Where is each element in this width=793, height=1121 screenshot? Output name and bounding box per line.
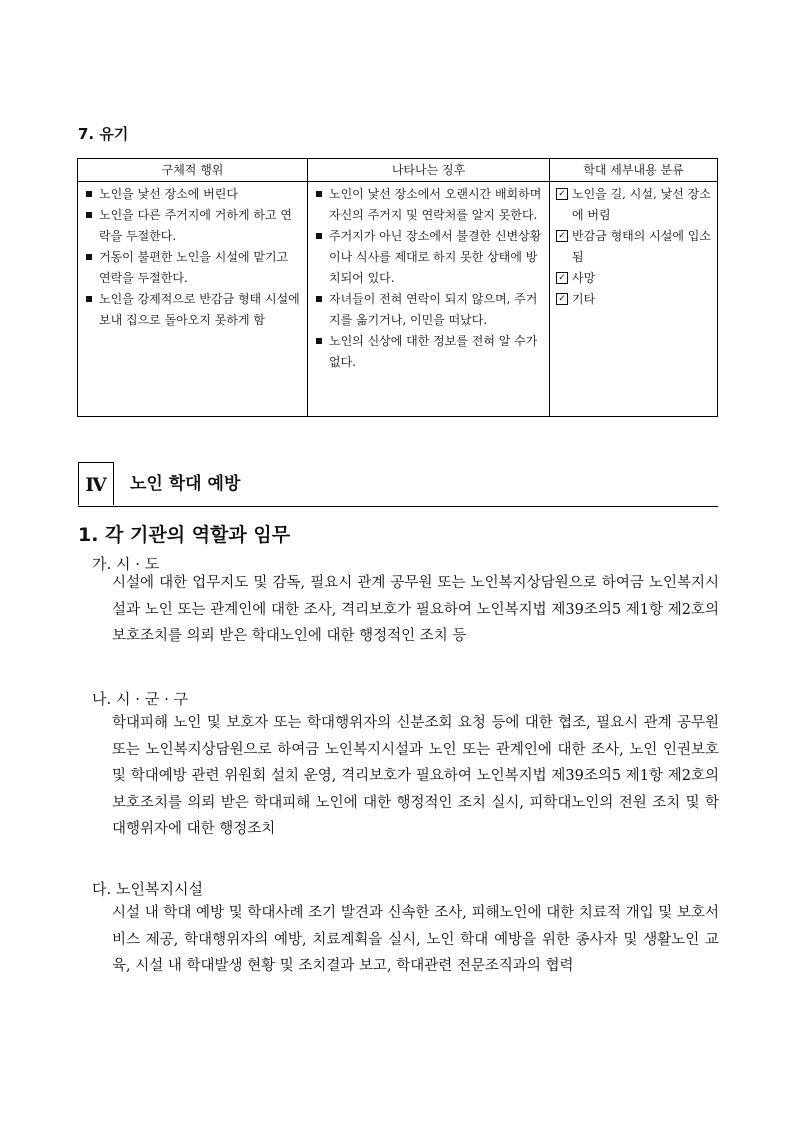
subsection-label: 다. 노인복지시설 (92, 880, 203, 898)
column-header: 나타나는 징후 (308, 159, 550, 182)
subsection-text: 학대피해 노인 및 보호자 또는 학대행위자의 신분조회 요청 등에 대한 협조, 필요시 관계 공무원 또는 노인복지상담원으로 하여금 노인복지시설과 노인 또는 관계인에 대한 조사, 노인 인권보호 및 학대예방 관련 위원회 설치 운영, 격리보호가 필요하여 노인복지법 제39조의5 제1항 제2호의 보호조치를 의뢰 받은 학대피해 노인에 대한 행정적인 조치 실시, 피학대노인의 전원 조치 및 학대행위자에 대한 행정조치 (112, 715, 719, 837)
abandonment-table (77, 158, 718, 417)
signs-cell (308, 182, 550, 417)
column-header: 학대 세부내용 분류 (550, 159, 718, 182)
checkbox-label: 반감금 형태의 시설에 입소됨 (572, 229, 711, 264)
checkbox-item (556, 226, 711, 268)
acts-cell (78, 182, 308, 417)
chapter-heading (78, 462, 718, 507)
checkbox-label: 기타 (572, 292, 596, 306)
list-item: 자녀들이 전혀 연락이 되지 않으며, 주거지를 옮기거나, 이민을 떠났다. (314, 289, 543, 331)
list-item: 노인을 다른 주거지에 거하게 하고 연락을 두절한다. (84, 205, 301, 247)
subsection-text: 시설 내 학대 예방 및 학대사례 조기 발견과 신속한 조사, 피해노인에 대한 치료적 개입 및 보호서비스 제공, 학대행위자의 예방, 치료계획을 실시, 노인 학대 예방을 위한 종사자 및 생활노인 교육, 시설 내 학대발생 현황 및 조치결과 보고, 학대관련 전문조직과의 협력 (112, 905, 719, 974)
categories-cell (550, 182, 718, 417)
subsection-label: 나. 시 · 군 · 구 (92, 690, 189, 708)
subsection-text: 시설에 대한 업무지도 및 감독, 필요시 관계 공무원 또는 노인복지상담원으로 하여금 노인복지시설과 노인 또는 관계인에 대한 조사, 격리보호가 필요하여 노인복지법 제39조의5 제1항 제2호의 보호조치를 의뢰 받은 학대노인에 대한 행정적인 조치 등 (112, 575, 719, 644)
section-heading: 1. 각 기관의 역할과 임무 (78, 524, 291, 546)
list-item: 노인이 낯선 장소에서 오랜시간 배회하며 자신의 주거지 및 연락처를 알지 못한다. (314, 184, 543, 226)
checkbox-item (556, 289, 711, 310)
checkbox-item (556, 268, 711, 289)
list-item: 노인의 신상에 대한 정보를 전혀 알 수가 없다. (314, 331, 543, 373)
chapter-number: Ⅳ (78, 462, 114, 505)
section-title: 7. 유기 (78, 125, 129, 143)
checkbox-label: 사망 (572, 271, 596, 285)
checked-box-icon: ✓ (556, 188, 568, 200)
checkbox-label: 노인을 길, 시설, 낯선 장소에 버림 (572, 187, 711, 222)
checked-box-icon: ✓ (556, 272, 568, 284)
checked-box-icon: ✓ (556, 293, 568, 305)
list-item: 노인을 강제적으로 반감금 형태 시설에 보내 집으로 돌아오지 못하게 함 (84, 289, 301, 331)
list-item: 주거지가 아닌 장소에서 불결한 신변상황이나 식사를 제대로 하지 못한 상태에 방치되어 있다. (314, 226, 543, 289)
subsection-label: 가. 시 · 도 (92, 555, 160, 573)
checked-box-icon: ✓ (556, 230, 568, 242)
list-item: 거동이 불편한 노인을 시설에 맡기고 연락을 두절한다. (84, 247, 301, 289)
list-item: 노인을 낯선 장소에 버린다 (84, 184, 301, 205)
checkbox-item (556, 184, 711, 226)
column-header: 구체적 행위 (78, 159, 308, 182)
chapter-title: 노인 학대 예방 (130, 474, 241, 494)
